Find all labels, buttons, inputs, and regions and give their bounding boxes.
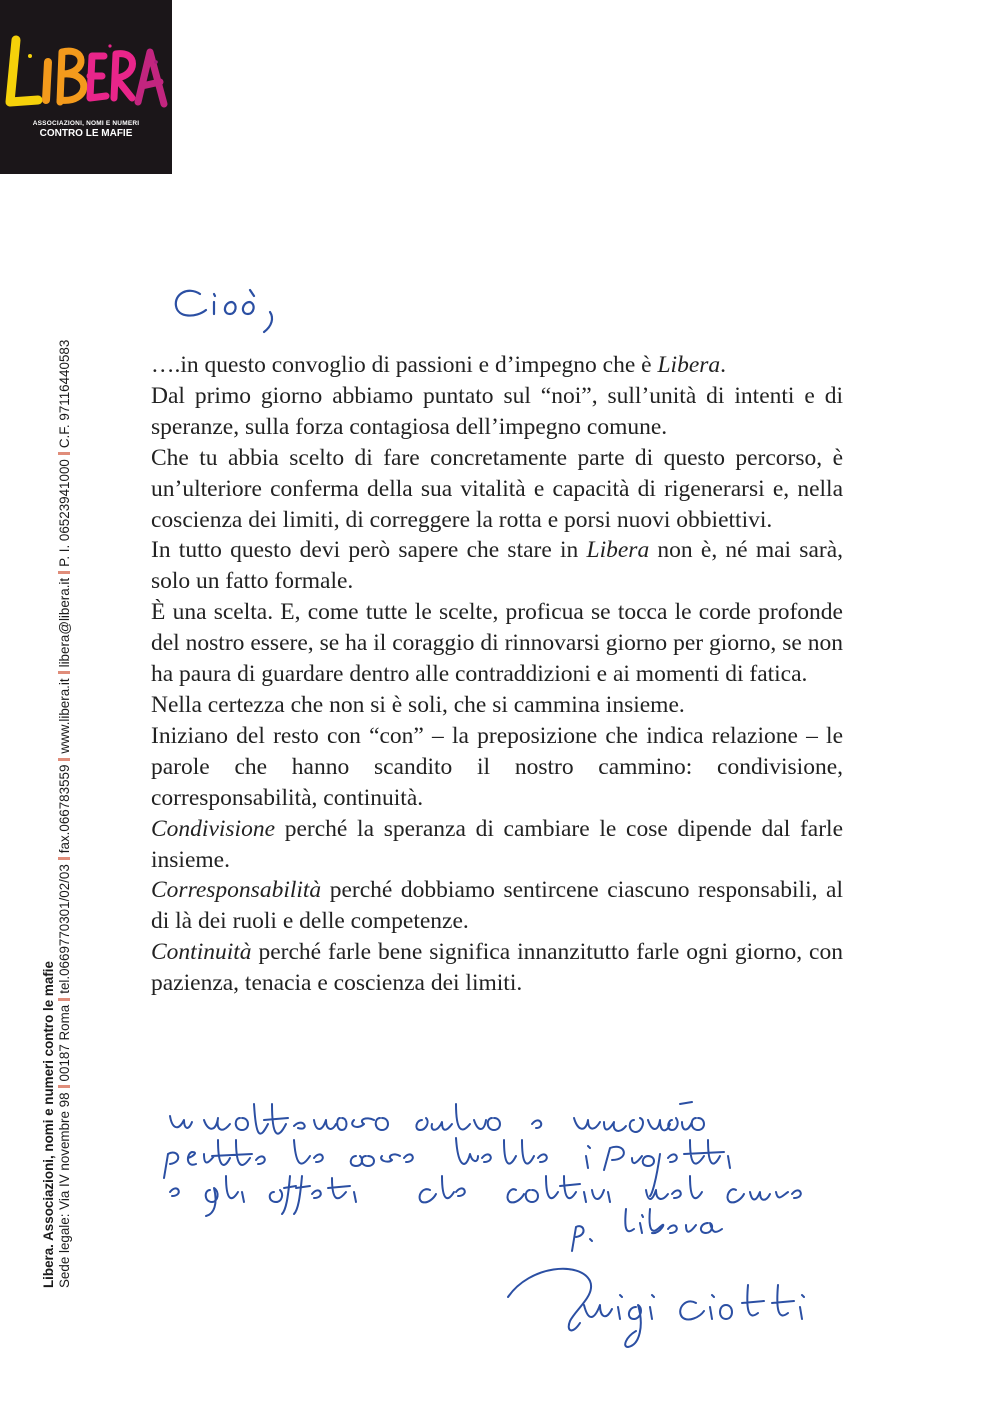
sidebar-vat: P. I. 06523941000 <box>57 459 72 567</box>
libera-logo <box>0 0 172 174</box>
sidebar-tel: tel.0669770301/02/03 <box>57 864 72 994</box>
libera-wordmark <box>0 0 172 120</box>
logo-tagline: ASSOCIAZIONI, NOMI E NUMERI <box>32 120 140 127</box>
letter-paragraph: Condivisione perché la speranza di cambiare le cose dipende dal farle insieme. <box>151 815 843 873</box>
separator-bar <box>58 998 70 1001</box>
signature <box>500 1205 900 1355</box>
sidebar-fax: fax.066783559 <box>57 764 72 854</box>
sidebar-city: 00187 Roma <box>57 1004 72 1082</box>
separator-bar <box>58 671 70 674</box>
separator-bar <box>58 758 70 761</box>
letter-paragraph: Iniziano del resto con “con” – la preposizione che indica relazione – le parole che hanno scandito il nostro cammino: condivisione, corresponsabilità, continuità. <box>151 722 843 811</box>
letter-body <box>151 350 843 999</box>
handwritten-greeting <box>170 272 300 342</box>
letter-paragraph: Nella certezza che non si è soli, che si cammina insieme. <box>151 691 685 718</box>
separator-bar <box>58 452 70 455</box>
sidebar-org-name: Libera. Associazioni, nomi e numeri contro le mafie <box>41 961 56 1288</box>
letter-paragraph: Dal primo giorno abbiamo puntato sul “noi”, sull’unità di intenti e di speranze, sulla forza contagiosa dell’impegno comune. <box>151 382 843 440</box>
sidebar-website: www.libera.it <box>57 678 72 754</box>
sidebar-contact-info <box>57 340 72 1288</box>
letter-paragraph: Continuità perché farle bene significa innanzitutto farle ogni giorno, con pazienza, tenacia e coscienza dei limiti. <box>151 939 843 997</box>
letter-paragraph: Che tu abbia scelto di fare concretamente parte di questo percorso, è un’ulteriore conferma della sua vitalità e capacità di rigenerarsi e, nella coscienza dei limiti, di correggere la rotta e porsi nuovi obbiettivi. <box>151 444 843 533</box>
sidebar-tax-code: C.F. 97116440583 <box>57 339 72 449</box>
separator-bar <box>58 571 70 574</box>
logo-subtitle: CONTRO LE MAFIE <box>39 128 133 139</box>
letter-paragraph: Corresponsabilità perché dobbiamo sentircene ciascuno responsabili, al di là dei ruoli e delle competenze. <box>151 877 843 935</box>
letter-paragraph: In tutto questo devi però sapere che stare in Libera non è, né mai sarà, solo un fatto formale. <box>151 537 844 595</box>
sidebar-email: libera@libera.it <box>57 577 72 668</box>
letter-paragraph: È una scelta. E, come tutte le scelte, proficua se tocca le corde profonde del nostro essere, se ha il coraggio di rinnovarsi giorno per giorno, se non ha paura di guardare dentro alle contraddizioni e ai momenti di fatica. <box>151 599 843 688</box>
separator-bar <box>58 857 70 860</box>
letter-paragraph: ….in questo convoglio di passioni e d’impegno che è Libera. <box>151 352 727 378</box>
handwritten-closing <box>160 1098 890 1218</box>
sidebar-address: Sede legale: Via IV novembre 98 <box>57 1092 72 1288</box>
separator-bar <box>58 1085 70 1088</box>
